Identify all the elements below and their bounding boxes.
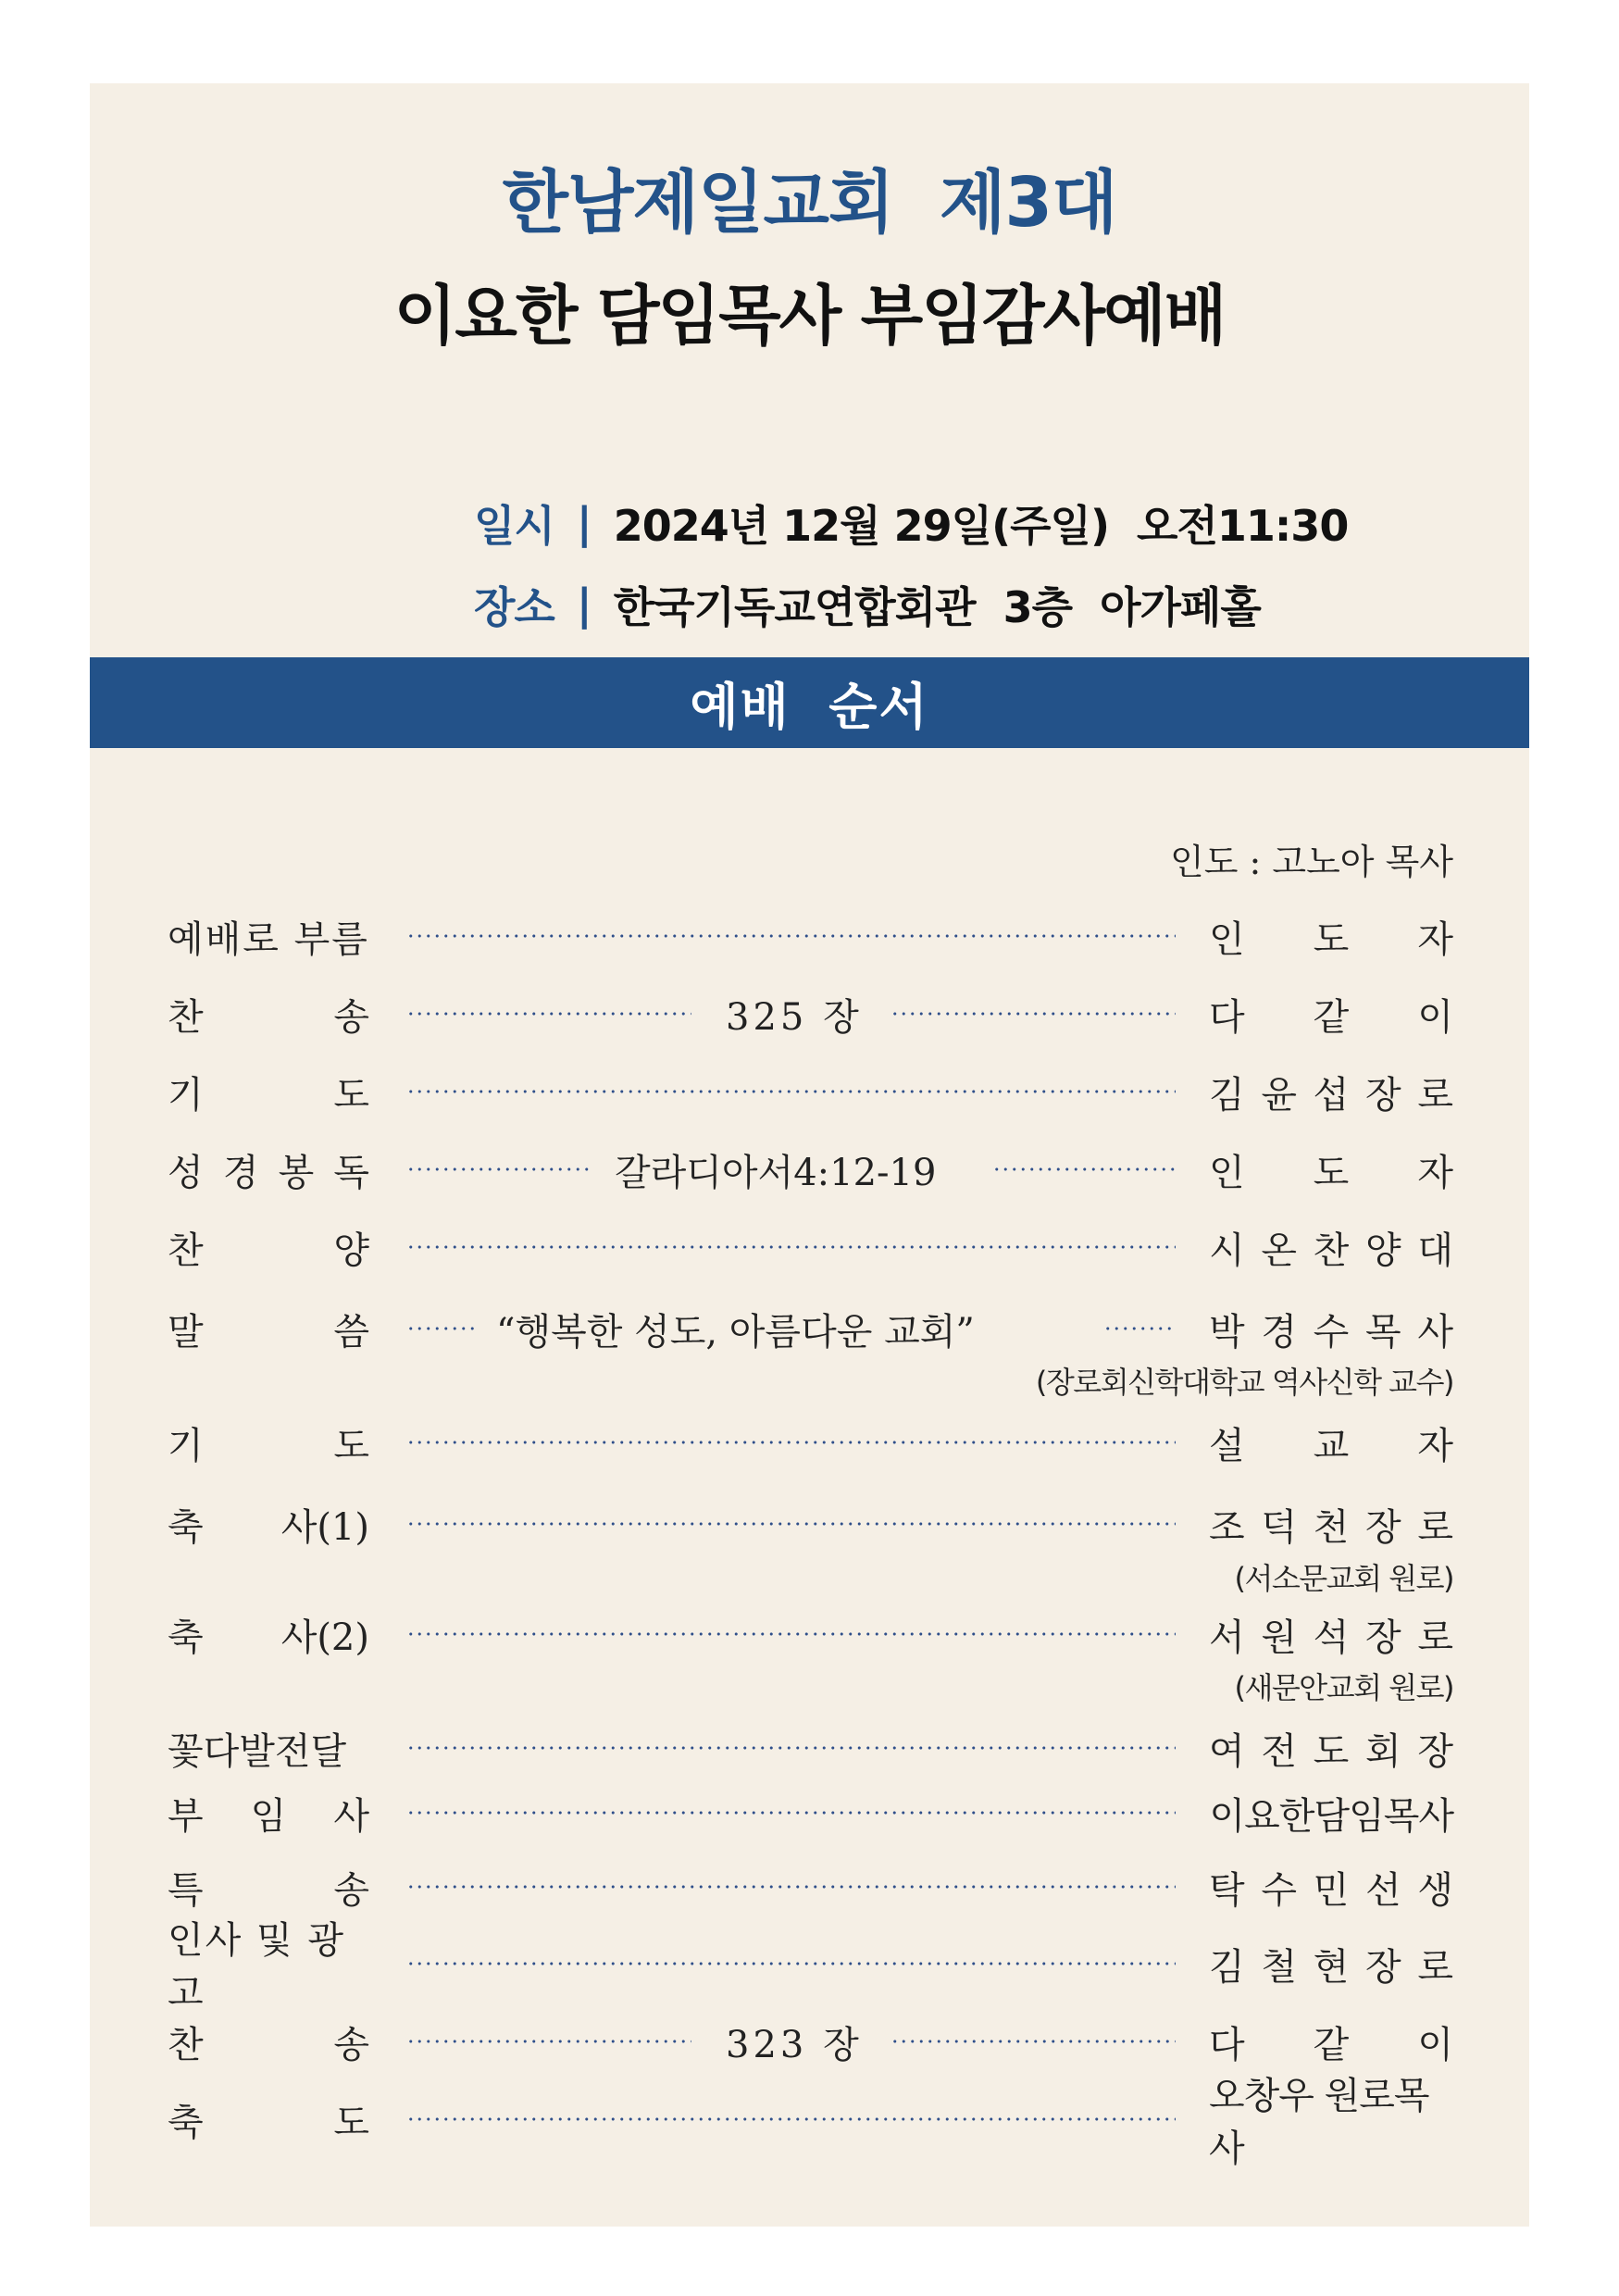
order-person: 인 도 자 xyxy=(1209,917,1453,961)
order-person: 설 교 자 xyxy=(1209,1424,1453,1467)
order-person: 여 전 도 회 장 xyxy=(1209,1729,1453,1773)
leader-dots xyxy=(890,2040,1176,2043)
order-person: 서 원 석 장 로 xyxy=(1209,1616,1453,1659)
leader-dots xyxy=(992,1167,1176,1171)
order-label: 축 사(2) xyxy=(168,1616,369,1659)
order-item xyxy=(168,1066,1453,1117)
leader-dots xyxy=(406,1885,1176,1889)
order-item xyxy=(168,1143,1453,1195)
order-label: 축 도 xyxy=(168,2101,369,2144)
bulletin-page xyxy=(90,83,1529,2227)
sermon-title: “행복한 성도, 아름다운 교회” xyxy=(496,1310,975,1354)
order-label: 부 임 사 xyxy=(168,1794,369,1838)
order-person: 인 도 자 xyxy=(1209,1151,1453,1194)
order-detail: 갈라디아서4:12-19 xyxy=(615,1151,937,1194)
place-separator: | xyxy=(576,580,592,630)
order-person: 조 덕 천 장 로 xyxy=(1209,1505,1453,1549)
leader-dots xyxy=(406,1962,1176,1965)
order-item xyxy=(168,1303,1453,1354)
church-title: 한남제일교회 제3대 xyxy=(502,163,1117,243)
service-leader: 인도 : 고노아 목사 xyxy=(1170,842,1453,882)
order-detail: 325 장 xyxy=(726,995,863,1039)
section-title: 예배 순서 xyxy=(690,677,929,736)
leader-dots xyxy=(1103,1327,1176,1330)
order-item xyxy=(168,1498,1453,1550)
order-person: 박 경 수 목 사 xyxy=(1209,1310,1453,1354)
order-label: 인사 및 광고 xyxy=(168,1919,345,2015)
order-item xyxy=(168,2075,1453,2170)
order-item xyxy=(168,1416,1453,1468)
order-label: 예배로 부름 xyxy=(168,917,369,961)
speaker-note: (서소문교회 원로) xyxy=(1234,1561,1453,1596)
leader-dots xyxy=(406,1746,1176,1750)
section-banner xyxy=(90,657,1529,748)
leader-dots xyxy=(406,1090,1176,1093)
leader-dots xyxy=(406,1811,1176,1815)
leader-dots xyxy=(406,1522,1176,1526)
order-person: 이요한담임목사 xyxy=(1209,1794,1453,1838)
order-person: 김 윤 섭 장 로 xyxy=(1209,1073,1453,1117)
date-separator: | xyxy=(576,498,592,548)
order-detail: 323 장 xyxy=(726,2023,863,2066)
date-value: 2024년 12월 29일(주일) 오전11:30 xyxy=(613,501,1349,551)
leader-dots xyxy=(406,1167,590,1171)
order-item xyxy=(168,2015,1453,2067)
order-label: 축 사(1) xyxy=(168,1505,369,1549)
leader-dots xyxy=(406,934,1176,938)
order-person: 다 같 이 xyxy=(1209,2023,1453,2066)
order-item xyxy=(168,1608,1453,1660)
leader-dots xyxy=(406,1327,479,1330)
order-item xyxy=(168,1722,1453,1774)
order-label: 꽃다발전달 xyxy=(168,1729,347,1773)
order-item xyxy=(168,1787,1453,1839)
order-person: 김 철 현 장 로 xyxy=(1209,1945,1453,1989)
order-person: 다 같 이 xyxy=(1209,995,1453,1039)
order-item xyxy=(168,910,1453,962)
service-title: 이요한 담임목사 부임감사예배 xyxy=(393,278,1226,354)
leader-dots xyxy=(890,1012,1176,1016)
place-value: 한국기독교연합회관 3층 아가페홀 xyxy=(613,582,1261,632)
order-label: 말 씀 xyxy=(168,1310,369,1354)
leader-dots xyxy=(406,2040,691,2043)
leader-dots xyxy=(406,1632,1176,1636)
order-label: 찬 양 xyxy=(168,1229,369,1272)
leader-dots xyxy=(406,2117,1176,2121)
order-person: 탁 수 민 선 생 xyxy=(1209,1868,1453,1912)
order-person: 시 온 찬 양 대 xyxy=(1209,1229,1453,1272)
speaker-note: (장로회신학대학교 역사신학 교수) xyxy=(1035,1365,1453,1400)
leader-dots xyxy=(406,1012,691,1016)
order-label: 기 도 xyxy=(168,1073,369,1117)
order-person: 오창우 원로목사 xyxy=(1209,2075,1429,2170)
place-row xyxy=(474,572,1261,637)
order-label: 기 도 xyxy=(168,1424,369,1467)
order-label: 찬 송 xyxy=(168,995,369,1039)
order-item xyxy=(168,1919,1453,2015)
speaker-note: (새문안교회 원로) xyxy=(1234,1670,1453,1705)
leader-dots xyxy=(406,1441,1176,1444)
date-row xyxy=(474,491,1348,555)
leader-dots xyxy=(406,1245,1176,1249)
order-item xyxy=(168,1861,1453,1913)
order-label: 특 송 xyxy=(168,1868,369,1912)
order-label: 성 경 봉 독 xyxy=(168,1151,369,1194)
order-item xyxy=(168,1221,1453,1273)
order-item xyxy=(168,988,1453,1040)
date-label: 일시 xyxy=(474,501,554,551)
place-label: 장소 xyxy=(474,582,554,632)
order-label: 찬 송 xyxy=(168,2023,369,2066)
